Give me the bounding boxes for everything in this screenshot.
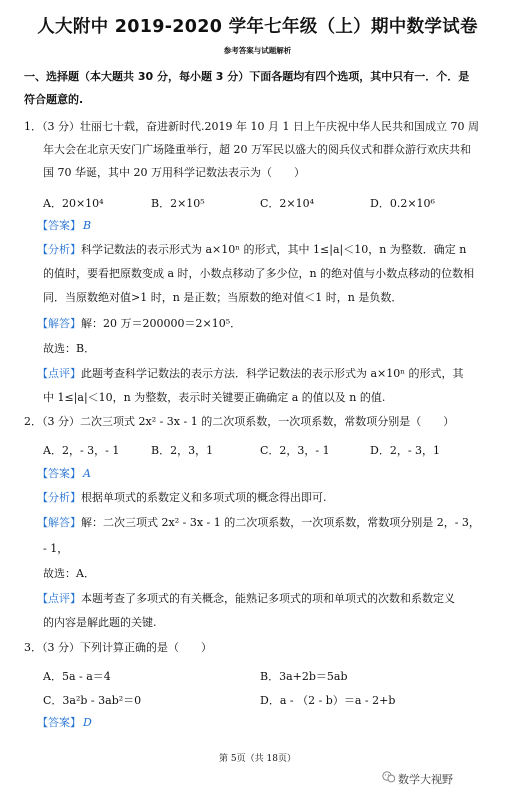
q1-option-d: D．0.2×10⁶: [370, 197, 435, 210]
q1-analysis-line2: 的值时，要看把原数变成 a 时，小数点移动了多少位，n 的绝对值与小数点移动的位数相: [43, 267, 475, 280]
q3-option-b: B．3a+2b＝5ab: [260, 670, 348, 683]
solution-tag: 【解答】: [37, 516, 81, 529]
q3-option-a: A．5a - a＝4: [43, 670, 111, 683]
q1-option-a: A．20×10⁴: [43, 197, 104, 210]
answer-tag: 【答案】: [37, 716, 81, 729]
q3-option-d: D．a - （2 - b）＝a - 2+b: [260, 694, 396, 707]
q1-option-c: C．2×10⁴: [260, 197, 315, 210]
q2-option-b: B．2，3，1: [151, 444, 214, 457]
q2-option-a: A．2，- 3，- 1: [43, 444, 120, 457]
q3-stem: 3．（3 分）下列计算正确的是（ ）: [24, 641, 212, 654]
q1-comment-line1: [37, 367, 464, 381]
analysis-tag: 【分析】: [37, 243, 81, 256]
q2-analysis: [37, 491, 327, 505]
page-footer: 第 5页（共 18页）: [219, 754, 296, 764]
answer-tag: 【答案】: [37, 467, 81, 480]
q1-analysis-line3: 同．当原数绝对值>1 时，n 是正数；当原数的绝对值＜1 时，n 是负数．: [43, 291, 403, 304]
answer-value: A: [83, 467, 91, 480]
page-subtitle: 参考答案与试题解析: [223, 46, 292, 55]
comment-text: 此题考查科学记数法的表示方法．科学记数法的表示形式为 a×10ⁿ 的形式，其: [81, 367, 464, 380]
q3-answer: [37, 716, 92, 730]
q1-option-b: B．2×10⁵: [151, 197, 205, 210]
q2-solution-line1: [37, 516, 480, 530]
watermark-text: 数学大视野: [398, 773, 453, 786]
q1-stem-line1: 1．（3 分）壮丽七十载，奋进新时代.2019 年 10 月 1 日上午庆祝中华人民共和国成立 70 周: [24, 120, 479, 133]
q1-analysis-line1: [37, 243, 466, 257]
q1-stem-line2: 年大会在北京天安门广场隆重举行，超 20 万军民以盛大的阅兵仪式和群众游行欢庆共和: [43, 143, 471, 156]
page-title: 人大附中 2019-2020 学年七年级（上）期中数学试卷: [37, 17, 478, 37]
q1-choose: 故选：B．: [43, 342, 96, 355]
q2-option-d: D．2，- 3，1: [370, 444, 441, 457]
analysis-tag: 【分析】: [37, 491, 81, 504]
q2-comment-line1: [37, 592, 455, 606]
q2-answer: [37, 467, 91, 481]
solution-text: 解：二次三项式 2x² - 3x - 1 的二次项系数，一次项系数，常数项分别是 2，- 3，: [81, 516, 480, 529]
q2-comment-line2: 的内容是解此题的关键.: [43, 616, 157, 629]
analysis-text: 根据单项式的系数定义和多项式项的概念得出即可.: [81, 491, 327, 504]
section-heading-line1: 一、选择题（本大题共 30 分，每小题 3 分）下面各题均有四个选项，其中只有一．个．是: [24, 70, 470, 83]
q2-choose: 故选：A．: [43, 567, 95, 580]
section-heading-line2: 符合题意的.: [24, 93, 84, 106]
q1-solution: [37, 317, 241, 331]
q1-answer: [37, 219, 91, 233]
q1-comment-line2: 中 1≤|a|＜10，n 为整数，表示时关键要正确确定 a 的值以及 n 的值.: [43, 391, 386, 404]
comment-tag: 【点评】: [37, 367, 81, 380]
wechat-icon: [382, 770, 396, 784]
comment-tag: 【点评】: [37, 592, 81, 605]
q2-stem: 2．（3 分）二次三项式 2x² - 3x - 1 的二次项系数，一次项系数，常数项分别是（ ）: [24, 415, 455, 428]
q2-solution-line2: - 1，: [43, 542, 69, 555]
solution-text: 解：20 万＝200000＝2×10⁵．: [81, 317, 242, 330]
q1-stem-line3: 国 70 华诞，其中 20 万用科学记数法表示为（ ）: [43, 166, 305, 179]
q3-option-c: C．3a²b - 3ab²＝0: [43, 694, 142, 707]
solution-tag: 【解答】: [37, 317, 81, 330]
answer-value: D: [83, 716, 92, 729]
analysis-text: 科学记数法的表示形式为 a×10ⁿ 的形式，其中 1≤|a|＜10，n 为整数．确定 n: [81, 243, 467, 256]
comment-text: 本题考查了多项式的有关概念，能熟记多项式的项和单项式的次数和系数定义: [81, 592, 455, 605]
q2-option-c: C．2，3，- 1: [260, 444, 330, 457]
answer-value: B: [83, 219, 92, 232]
answer-tag: 【答案】: [37, 219, 81, 232]
